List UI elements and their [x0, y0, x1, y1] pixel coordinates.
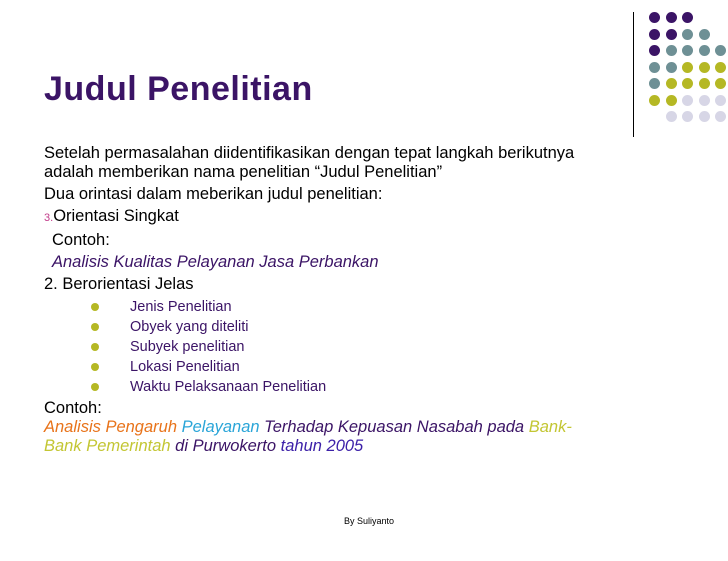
decorative-dot [682, 45, 693, 56]
decorative-dot [682, 29, 693, 40]
bullet-text: Jenis Penelitian [130, 299, 232, 315]
decorative-dot [699, 62, 710, 73]
item-number: 3. [44, 212, 54, 224]
bullet-icon [91, 383, 99, 391]
decorative-dot [715, 78, 726, 89]
slide-footer: By Suliyanto [343, 516, 395, 526]
decorative-dot [649, 29, 660, 40]
decorative-dot [699, 45, 710, 56]
decorative-dot [649, 45, 660, 56]
decorative-vertical-line [633, 12, 634, 137]
bullet-text: Subyek penelitian [130, 339, 245, 355]
decorative-dot [649, 95, 660, 106]
example-part: tahun 2005 [280, 437, 364, 455]
example-part: Pelayanan [181, 418, 260, 436]
decorative-dot [682, 78, 693, 89]
bullet-text: Waktu Pelaksanaan Penelitian [130, 379, 327, 395]
item-text: Orientasi Singkat [53, 207, 179, 225]
bullet-icon [91, 363, 99, 371]
orientation-clear: 2. Berorientasi Jelas [44, 275, 194, 293]
decorative-dot [649, 12, 660, 23]
example-label-2: Contoh: [44, 399, 102, 417]
decorative-dot [666, 12, 677, 23]
decorative-dot [682, 12, 693, 23]
decorative-dot [699, 78, 710, 89]
bullet-text: Lokasi Penelitian [130, 359, 240, 375]
bullet-icon [91, 343, 99, 351]
example-part: Bank- [528, 418, 572, 436]
decorative-dot [666, 95, 677, 106]
decorative-dot [649, 62, 660, 73]
decorative-dot [715, 45, 726, 56]
intro-line-1: Setelah permasalahan diidentifikasikan dengan tepat langkah berikutnya [44, 144, 575, 162]
decorative-dot [715, 95, 726, 106]
decorative-dot [682, 62, 693, 73]
decorative-dot [699, 95, 710, 106]
list-item [44, 377, 684, 397]
list-item [44, 357, 684, 377]
example-part: Analisis Pengaruh [44, 418, 177, 436]
example-title-2 [44, 418, 684, 456]
list-item [44, 297, 684, 317]
decorative-dot [715, 111, 726, 122]
example-part: di Purwokerto [175, 437, 277, 455]
decorative-dot [682, 111, 693, 122]
decorative-dot [666, 78, 677, 89]
decorative-dot [715, 62, 726, 73]
bullet-icon [91, 303, 99, 311]
example-part: Terhadap Kepuasan Nasabah pada [264, 418, 525, 436]
decorative-dot [699, 111, 710, 122]
bullet-icon [91, 323, 99, 331]
intro-line-2: adalah memberikan nama penelitian “Judul Penelitian” [44, 163, 443, 181]
decorative-dot [682, 95, 693, 106]
two-orientations-line: Dua orintasi dalam meberikan judul penelitian: [44, 185, 383, 203]
bullet-text: Obyek yang diteliti [130, 319, 249, 335]
decorative-dot [666, 111, 677, 122]
slide-title: Judul Penelitian [44, 70, 313, 108]
example-label-1: Contoh: [52, 231, 110, 249]
decorative-dot [699, 29, 710, 40]
example-title-1: Analisis Kualitas Pelayanan Jasa Perbankan [52, 253, 379, 271]
decorative-dot [666, 29, 677, 40]
orientation-short [44, 207, 684, 228]
slide-body [44, 144, 684, 456]
decorative-dot [649, 78, 660, 89]
list-item [44, 337, 684, 357]
decorative-dot [666, 62, 677, 73]
list-item [44, 317, 684, 337]
bullet-list [44, 297, 684, 397]
decorative-dot [666, 45, 677, 56]
example-part: Bank Pemerintah [44, 437, 171, 455]
